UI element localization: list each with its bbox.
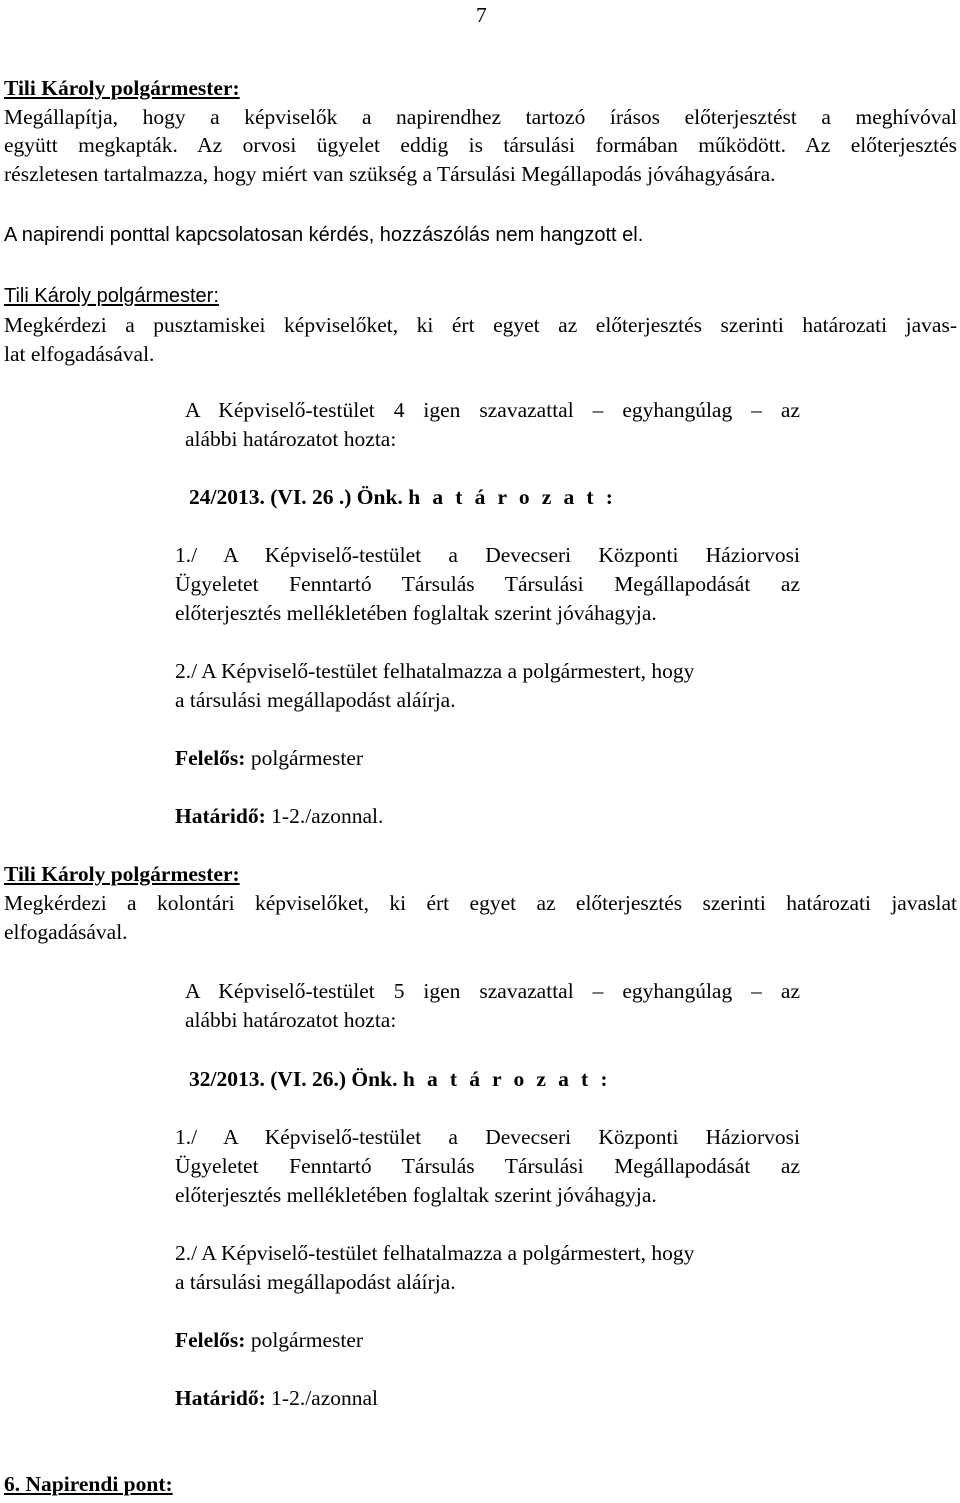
resolution-item-line: a társulási megállapodást aláírja. <box>175 1270 456 1294</box>
deadline-label: Határidő: <box>175 804 266 828</box>
deadline-label: Határidő: <box>175 1386 266 1410</box>
responsible-line <box>175 744 363 773</box>
resolution-item-line: előterjesztés mellékletében foglaltak szerint jóváhagyja. <box>175 601 657 625</box>
responsible-value: polgármester <box>250 746 364 770</box>
intro-line: Megállapítja, hogy a képviselők a napirendhez tartozó írásos előterjesztést a meghívóval <box>4 105 957 129</box>
deadline-line <box>175 1384 378 1413</box>
resolution-number: 32/2013. (VI. 26.) Önk. <box>189 1067 398 1091</box>
question-line: lat elfogadásával. <box>4 342 155 366</box>
vote-line: alábbi határozatot hozta: <box>185 1008 397 1032</box>
speaker-heading: Tili Károly polgármester: <box>4 285 219 307</box>
resolution-heading <box>189 1065 611 1094</box>
resolution-item-line: Ügyeletet Fenntartó Társulás Társulási Megállapodását az <box>175 572 800 596</box>
deadline-value: 1-2./azonnal <box>271 1386 379 1410</box>
responsible-label: Felelős: <box>175 1328 246 1352</box>
speaker-heading: Tili Károly polgármester: <box>4 862 240 886</box>
resolution-number: 24/2013. (VI. 26 .) Önk. <box>189 485 403 509</box>
deadline-value: 1-2./azonnal. <box>271 804 384 828</box>
vote-line: A Képviselő-testület 4 igen szavazattal – egyhangúlag – az <box>185 398 800 422</box>
resolution-item-line: 1./ A Képviselő-testület a Devecseri Központi Háziorvosi <box>175 543 800 567</box>
intro-line: részletesen tartalmazza, hogy miért van szükség a Társulási Megállapodás jóváhagyására. <box>4 162 776 186</box>
next-agenda-heading: 6. Napirendi pont: <box>4 1472 173 1496</box>
responsible-label: Felelős: <box>175 746 246 770</box>
question-line: elfogadásával. <box>4 920 128 944</box>
resolution-item-line: Ügyeletet Fenntartó Társulás Társulási Megállapodását az <box>175 1154 800 1178</box>
no-questions-note: A napirendi ponttal kapcsolatosan kérdés, hozzászólás nem hangzott el. <box>4 224 644 246</box>
responsible-line <box>175 1326 363 1355</box>
resolution-word: h a t á r o z a t : <box>402 1067 611 1091</box>
resolution-item-line: 2./ A Képviselő-testület felhatalmazza a polgármestert, hogy <box>175 1241 695 1265</box>
question-line: Megkérdezi a pusztamiskei képviselőket, ki ért egyet az előterjesztés szerinti határozati javas- <box>4 313 957 337</box>
resolution-heading <box>189 483 616 512</box>
responsible-value: polgármester <box>250 1328 364 1352</box>
vote-line: alábbi határozatot hozta: <box>185 427 397 451</box>
resolution-item-line: előterjesztés mellékletében foglaltak szerint jóváhagyja. <box>175 1183 657 1207</box>
resolution-item-line: a társulási megállapodást aláírja. <box>175 688 456 712</box>
page-number: 7 <box>476 3 487 27</box>
speaker-heading: Tili Károly polgármester: <box>4 76 240 100</box>
resolution-item-line: 2./ A Képviselő-testület felhatalmazza a polgármestert, hogy <box>175 659 695 683</box>
deadline-line <box>175 802 383 831</box>
resolution-word: h a t á r o z a t : <box>408 485 617 509</box>
resolution-item-line: 1./ A Képviselő-testület a Devecseri Központi Háziorvosi <box>175 1125 800 1149</box>
question-line: Megkérdezi a kolontári képviselőket, ki ért egyet az előterjesztés szerinti határozati javaslat <box>4 891 957 915</box>
intro-line: együtt megkapták. Az orvosi ügyelet eddig is társulási formában működött. Az előterjesztés <box>4 133 957 157</box>
vote-line: A Képviselő-testület 5 igen szavazattal – egyhangúlag – az <box>185 979 800 1003</box>
